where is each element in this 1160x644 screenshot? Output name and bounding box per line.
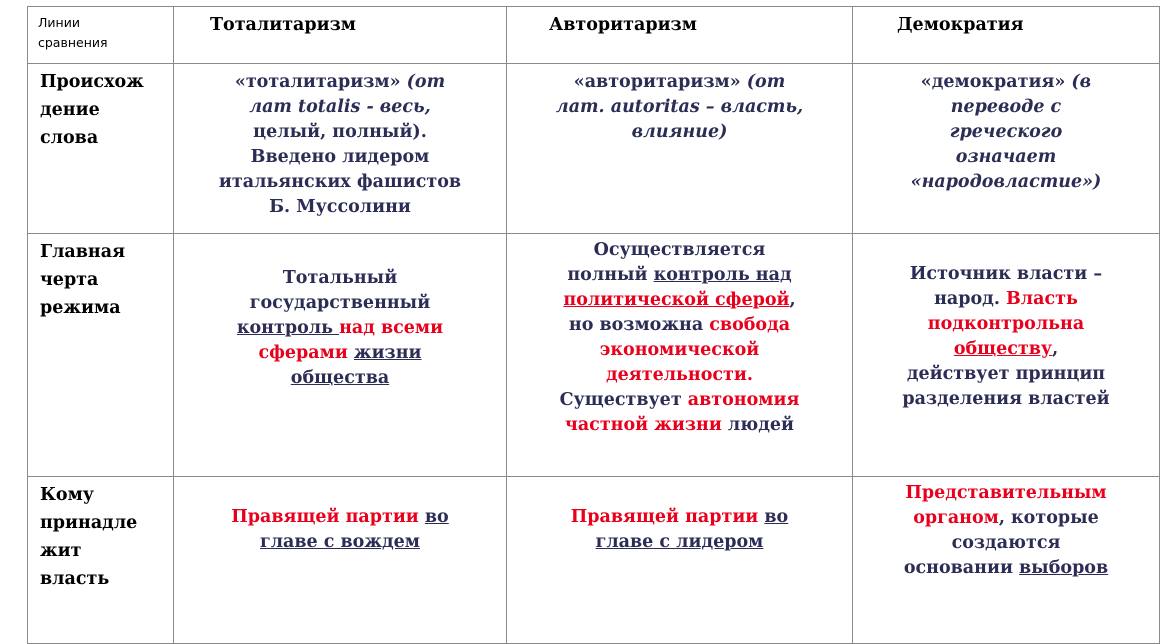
- compare-label-1: Линии: [38, 15, 80, 30]
- power-democracy: Представительным органом, которые создаются основании выборов: [853, 477, 1160, 644]
- row-origin: [28, 64, 1160, 234]
- origin-democracy: «демократия» (в переводе с греческого означает «народовластие»): [853, 64, 1160, 234]
- comparison-table: [27, 6, 1160, 644]
- header-row: [28, 7, 1160, 64]
- row-label-origin: Происхож дение слова: [28, 64, 174, 234]
- origin-authoritarianism: «авторитаризм» (от лат. autoritas – власть, влияние): [507, 64, 853, 234]
- header-democracy: Демократия: [853, 7, 1160, 64]
- power-authoritarianism: Правящей партии во главе с лидером: [507, 477, 853, 644]
- row-main-feature: [28, 234, 1160, 477]
- power-totalitarianism: Правящей партии во главе с вождем: [174, 477, 507, 644]
- feature-totalitarianism: Тотальный государственный контроль над всеми сферами жизни общества: [174, 234, 507, 477]
- header-compare-cell: [28, 7, 174, 64]
- origin-totalitarianism: «тоталитаризм» (от лат totalis - весь, целый, полный). Введено лидером итальянских фашистов Б. Муссолини: [174, 64, 507, 234]
- row-label-power-holder: Кому принадле жит власть: [28, 477, 174, 644]
- compare-label-2: сравнения: [38, 35, 108, 50]
- feature-democracy: Источник власти – народ. Власть подконтрольна обществу, действует принцип разделения властей: [853, 234, 1160, 477]
- row-label-main-feature: Главная черта режима: [28, 234, 174, 477]
- row-power-holder: [28, 477, 1160, 644]
- header-totalitarianism: Тоталитаризм: [174, 7, 507, 64]
- feature-authoritarianism: Осуществляется полный контроль над политической сферой, но возможна свобода экономической деятельности. Существует автономия частной жизни людей: [507, 234, 853, 477]
- header-authoritarianism: Авторитаризм: [507, 7, 853, 64]
